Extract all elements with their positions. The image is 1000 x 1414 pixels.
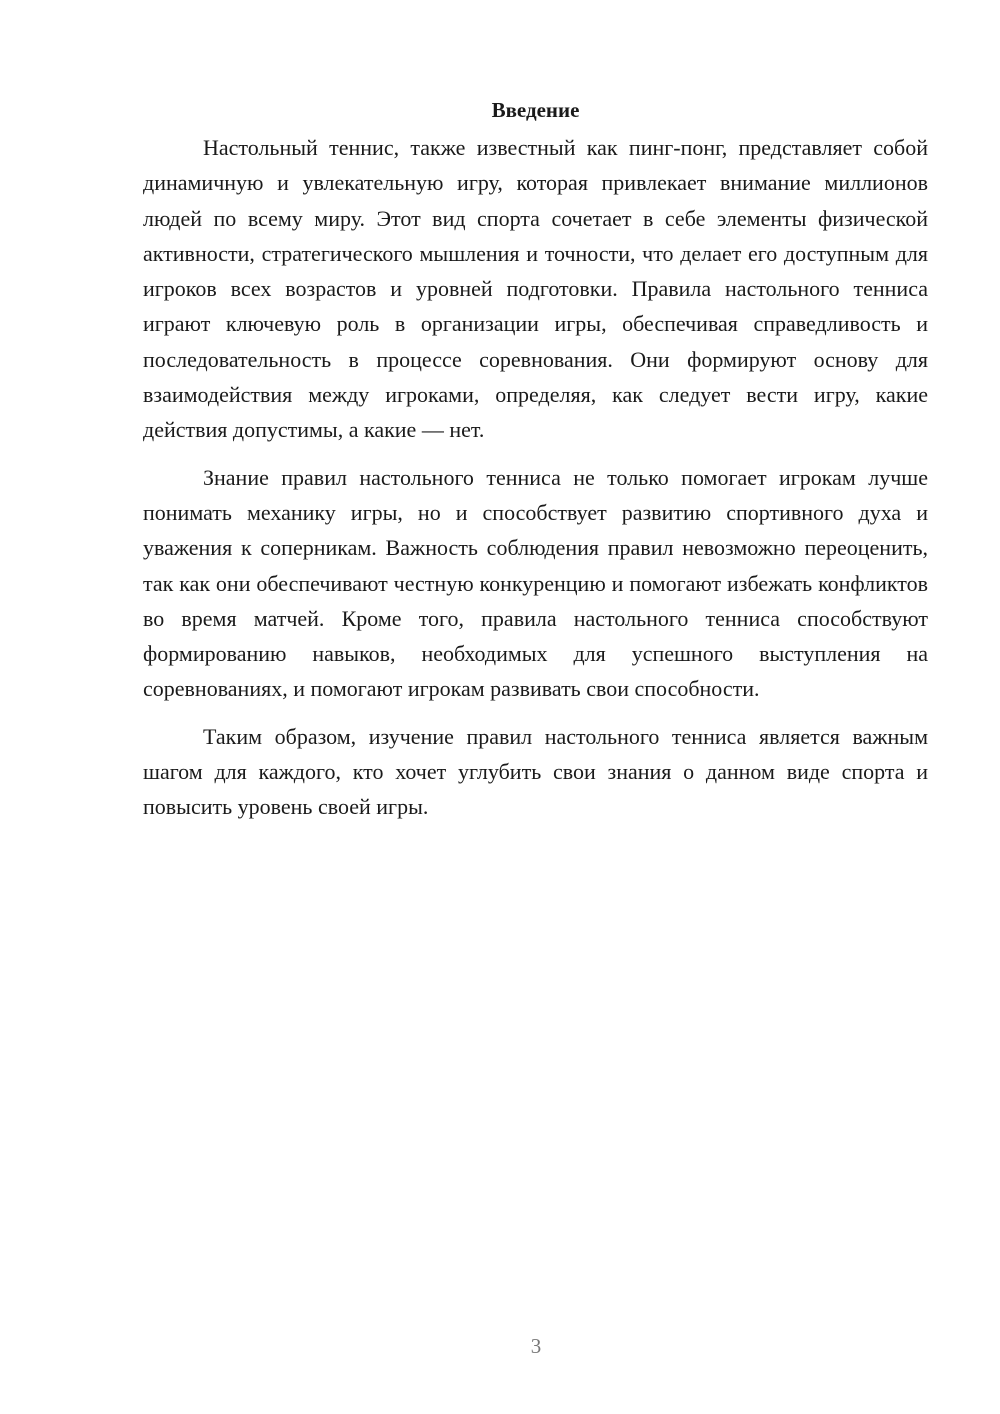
paragraph-2: Знание правил настольного тенниса не только помогает игрокам лучше понимать механику игры, но и способствует развитию спортивного духа и уважения к соперникам. Важность соблюдения правил невозможно переоценить, так как они обеспечивают честную конкуренцию и помогают избежать конфликтов во время матчей. Кроме того, правила настольного тенниса способствуют формированию навыков, необходимых для успешного выступления на соревнованиях, и помогают игрокам развивать свои способности. [143, 464, 928, 702]
page-number: 3 [530, 1334, 542, 1358]
section-heading: Введение [491, 98, 580, 122]
paragraph-3: Таким образом, изучение правил настольного тенниса является важным шагом для каждого, кто хочет углубить свои знания о данном виде спорта и повысить уровень своей игры. [143, 723, 928, 820]
page-content [143, 95, 928, 837]
paragraph-1: Настольный теннис, также известный как пинг-понг, представляет собой динамичную и увлекательную игру, которая привлекает внимание миллионов людей по всему миру. Этот вид спорта сочетает в себе элементы физической активности, стратегического мышления и точности, что делает его доступным для игроков всех возрастов и уровней подготовки. Правила настольного тенниса играют ключевую роль в организации игры, обеспечивая справедливость и последовательность в процессе соревнования. Они формируют основу для взаимодействия между игроками, определяя, как следует вести игру, какие действия допустимы, а какие — нет. [143, 135, 928, 443]
